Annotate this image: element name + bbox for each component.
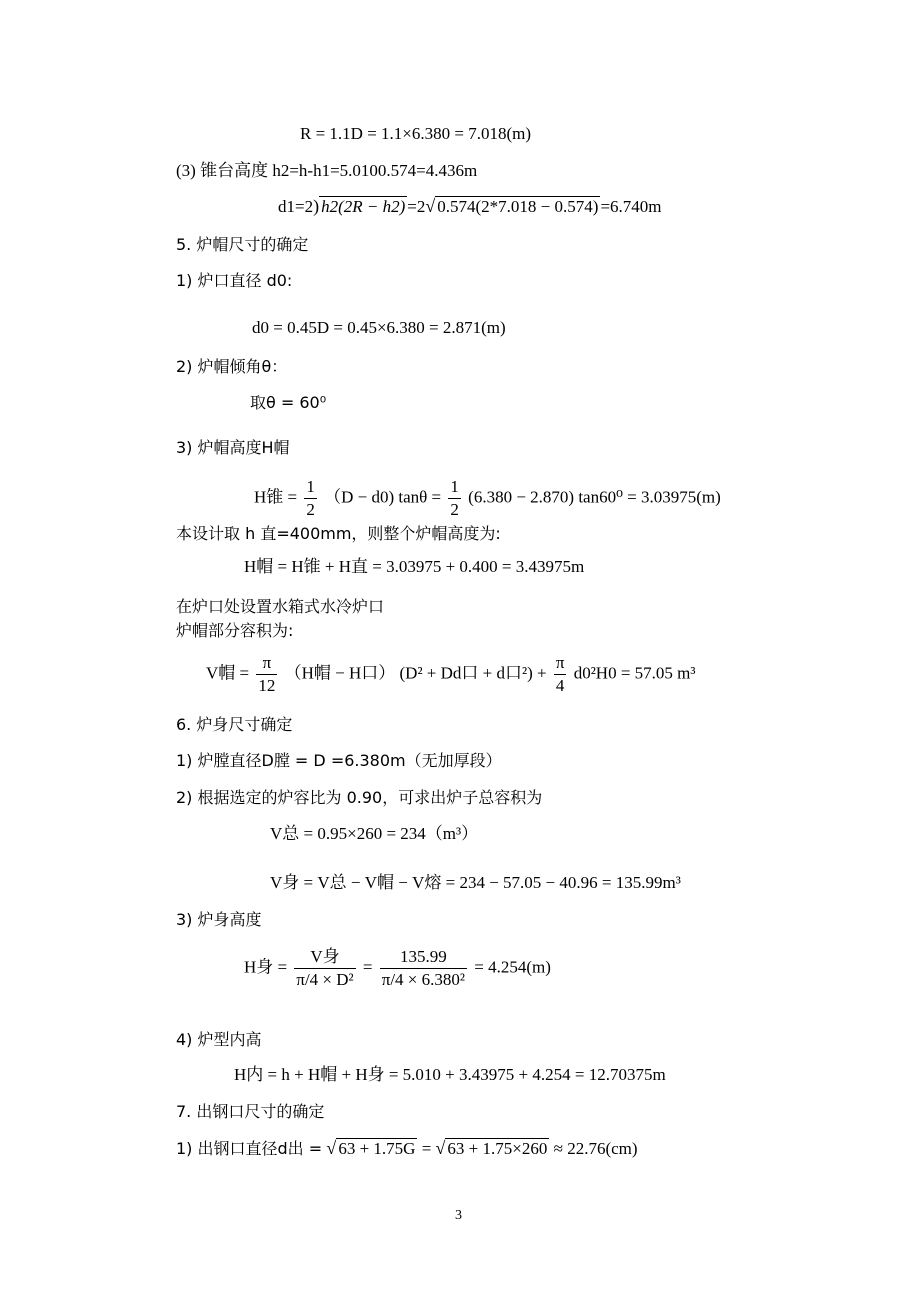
section-5-title: 5. 炉帽尺寸的确定 — [176, 235, 309, 254]
note-water-cooled: 在炉口处设置水箱式水冷炉口 — [176, 597, 385, 616]
equation-h-inner: H内 = h + H帽 + H身 = 5.010 + 3.43975 + 4.254 = 12.70375m — [234, 1065, 666, 1084]
equation-v-total: V总 = 0.95×260 = 234（m³） — [270, 824, 479, 843]
equation-theta: 取θ = 60⁰ — [250, 393, 327, 412]
step-5-1: 1) 炉口直径 d0: — [176, 271, 293, 290]
page-number: 3 — [455, 1208, 462, 1223]
section-6-title: 6. 炉身尺寸确定 — [176, 715, 293, 734]
equation-d0: d0 = 0.45D = 0.45×6.380 = 2.871(m) — [252, 318, 506, 337]
equation-d1: d1=2) h2(2R − h2) =2√ 0.574(2*7.018 − 0.574) =6.740m — [278, 196, 662, 216]
fraction-pi-4: $\frac{\pi}{4}$ — [555, 653, 565, 695]
equation-h-body: H身 = $\frac{\text{V身}}{\text{π/4 × D²}}$ = $\frac{135.99}{\text{π/4 × 6.380²}}$ = 4.254(m) — [244, 947, 551, 989]
section-7-title: 7. 出钢口尺寸的确定 — [176, 1102, 325, 1121]
note-cap-volume: 炉帽部分容积为: — [176, 621, 294, 640]
equation-r: R = 1.1D = 1.1×6.380 = 7.018(m) — [300, 124, 532, 143]
step-6-3: 3) 炉身高度 — [176, 910, 262, 929]
fraction-half: $\frac{1}{2}$ — [450, 477, 459, 519]
equation-h-cap: H帽 = H锥 + H直 = 3.03975 + 0.400 = 3.43975m — [244, 557, 585, 576]
fraction-half: $\frac{1}{2}$ — [306, 477, 315, 519]
step-cone-height: (3) 锥台高度 h2=h-h1=5.0100.574=4.436m — [176, 161, 478, 180]
equation-v-cap: V帽 = $\frac{\pi}{12}$ （H帽 − H口） (D² + Dd口 + d口²) + $\frac{\pi}{4}$ d0²H0 = 57.05 m³ — [206, 653, 696, 695]
fraction-pi-12: $\frac{\pi}{12}$ — [258, 653, 276, 695]
step-5-2: 2) 炉帽倾角θ： — [176, 357, 288, 376]
step-7-1: 1) 出钢口直径d出 = √ 63 + 1.75G = √ 63 + 1.75×260 ≈ 22.76(cm) — [176, 1138, 638, 1158]
step-6-4: 4) 炉型内高 — [176, 1030, 262, 1049]
step-6-1: 1) 炉膛直径D膛 = D =6.380m（无加厚段） — [176, 751, 502, 770]
fraction-numeric: $\frac{135.99}{\text{π/4 × 6.380²}}$ — [381, 947, 465, 989]
note-straight-height: 本设计取 h 直=400mm，则整个炉帽高度为: — [176, 524, 501, 543]
equation-h-cone: H锥 = $\frac{1}{2}$ （D − d0) tanθ = $\frac{1}{2}$ (6.380 − 2.870) tan60⁰ = 3.03975(m) — [254, 477, 721, 519]
fraction-v-over-area: $\frac{\text{V身}}{\text{π/4 × D²}}$ — [296, 947, 354, 989]
equation-v-body: V身 = V总 − V帽 − V熔 = 234 − 57.05 − 40.96 = 135.99m³ — [270, 873, 681, 892]
step-5-3: 3) 炉帽高度H帽 — [176, 438, 290, 457]
step-6-2: 2) 根据选定的炉容比为 0.90，可求出炉子总容积为 — [176, 788, 543, 807]
